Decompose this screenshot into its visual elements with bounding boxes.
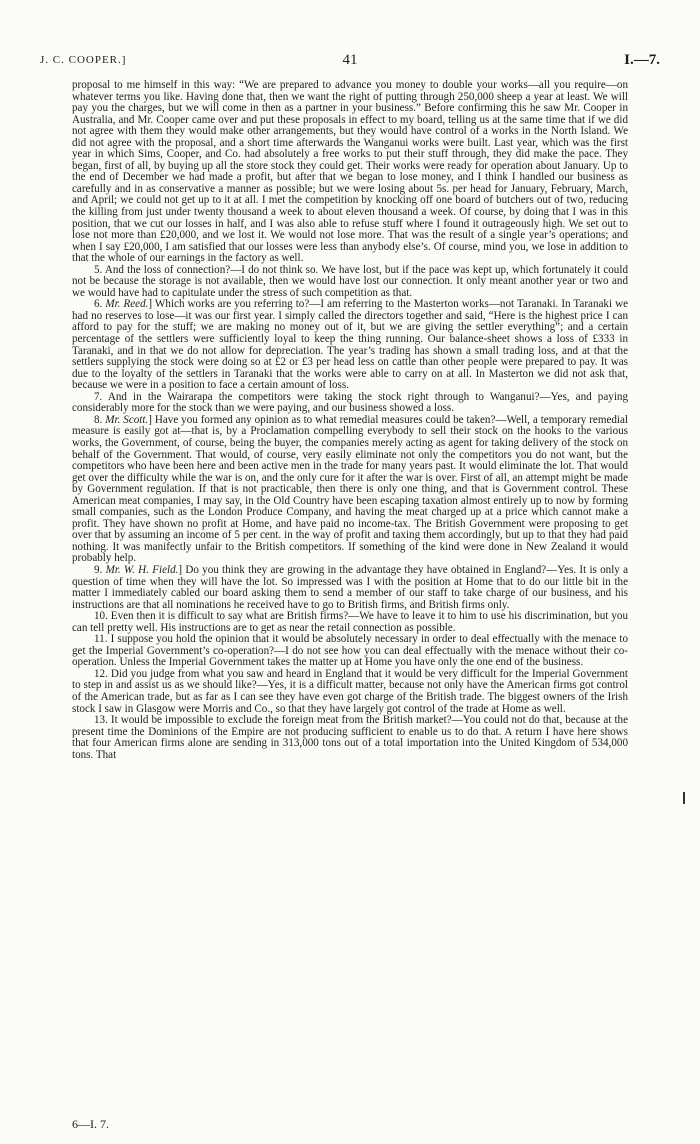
- paragraph-text: ] Which works are you referring to?—I am referring to the Masterton works—not Taranaki. In Taranaki we had no reserves to lose—it was our first year. I simply called the directors together and said, “Here is the highest price I can afford to pay for the stuff; we are making no money out of it, but we are giving the settler everything”; and a certain percentage of the settlers were sufficiently loyal to keep the thing running. Our balance-sheet shows a loss of £333 in Taranaki, and in that we do not allow for depreciation. The year’s trading has shown a small trading loss, and at that the settlers supplying the stock were doing so at £2 or £3 per head less on cattle than other people were prepared to pay. It was due to the loyalty of the settlers in Taranaki that the works were able to carry on at all. In Masterton we did not ask that, because we were in a position to face a certain amount of loss.: [72, 298, 629, 392]
- document-body: [72, 80, 628, 761]
- page-number: 41: [342, 52, 358, 68]
- paragraph: 13. It would be impossible to exclude the foreign meat from the British market?—You could not do that, because at the present time the Dominions of the Empire are not producing sufficient to enable us to do that. A return I have here shows that four American firms alone are sending in 313,000 tons out of a total importation into the United Kingdom of 534,000 tons. That: [72, 714, 628, 761]
- page-footer-signature: 6—I. 7.: [72, 1117, 109, 1131]
- question-number: 6.: [94, 298, 106, 311]
- paragraph: 10. Even then it is difficult to say what are British firms?—We have to leave it to him to use his discrimination, but you can tell pretty well. His instructions are to get as near the retail connection as possible.: [72, 610, 628, 634]
- paragraph: [72, 565, 628, 611]
- page-header: [40, 52, 660, 72]
- paragraph: 7. And in the Wairarapa the competitors were taking the stock right through to Wanganui?—Yes, and paying considerably more for the stock than we were paying, and our business showed a loss.: [72, 390, 628, 415]
- question-number: 9.: [94, 563, 106, 576]
- margin-mark: [683, 792, 685, 804]
- paragraph: proposal to me himself in this way: “We are prepared to advance you money to double your works—all you require—on whatever terms you like. Having done that, then we want the right of putting through 250,000 sheep a year at least. We will pay you the charges, but we will come in then as a partner in your business.” Before confirming this he saw Mr. Cooper in Australia, and Mr. Cooper came over and put these proposals in effect to my board, telling us at the same time that if we did not agree with them they would make other arrangements, but they would have control of a works in the North Island. We did not agree with the proposal, and a short time afterwards the Wanganui works were built. Last year, which was the first year in which Sims, Cooper, and Co. had absolutely a free works to put their stuff through, they did make the pace. They began, first of all, by buying up all the store stock they could get. Their works were ready for operation about January. Up to the end of December we had made a profit, but after that we began to lose money, and I think I handled our business as carefully and in as conservative a manner as possible; but we were losing about 5s. per head for January, February, March, and April; we could not get up to it at all. I met the competition by knocking off one board of butchers out of two, reducing the killing from just under twenty thousand a week to about eleven thousand a week. Of course, by doing that I was in this position, that we cut our losses in half, and I was also able to refuse stuff where I found it outrageously high. We set out to lose not more than £20,000, and we lost it. We would not lose more. That was the result of a single year’s operations; and when I say £20,000, I am satisfied that our losses were less than anybody else’s. Of course, mind you, we lose in addition to that the whole of our earnings in the factory as well.: [72, 79, 628, 265]
- paragraph: 5. And the loss of connection?—I do not think so. We have lost, but if the pace was kept up, which fortunately it could not be because the storage is not available, then we would have lost our connection. It only meant another year or two and we would have had to capitulate under the stress of such competition as that.: [72, 263, 628, 299]
- question-number: 8.: [94, 413, 106, 426]
- header-witness-name: J. C. COOPER.]: [40, 54, 127, 66]
- paragraph: [72, 415, 628, 565]
- paragraph: 12. Did you judge from what you saw and heard in England that it would be very difficult for the Imperial Government to step in and assist us as we should like?—Yes, it is a difficult matter, because not only have the American firms got control of the American trade, but as far as I can see they have even got charge of the British trade. The biggest owners of the Irish stock I saw in Glasgow were Morris and Co., so that they have largely got control of the trade at Home as well.: [72, 667, 628, 715]
- paragraph: [72, 299, 628, 391]
- speaker-name: Mr. Scott.: [105, 413, 149, 426]
- paragraph: 11. I suppose you hold the opinion that it would be absolutely necessary in order to deal effectually with the menace to get the Imperial Government’s co-operation?—I do not see how you can deal effectually with the menace without their co-operation. Unless the Imperial Government takes the matter up at Home you have only the one end of the business.: [72, 633, 628, 669]
- paragraph-text: ] Have you formed any opinion as to what remedial measures could be taken?—Well, a temporary remedial measure is easily got at—that is, by a Proclamation compelling everybody to sell their stock on the hooks to the various works, the Government, of course, being the buyer, the companies merely acting as agent for taking delivery of the stock on behalf of the Government. That would, of course, very easily eliminate not only the competitors you do not want, but the competitors who have been here and been active men in the trade for many years past. It would eliminate the lot. That would get over the difficulty while the war is on, and the only cure for it after the war is over. First of all, an attempt might be made by Government regulation. If that is not practicable, then there is only one thing, and that is Government control. These American meat companies, I may say, in the Old Country have been escaping taxation almost entirely up to now by forming small companies, such as the London Produce Company, and having the meat charged up at a price which cannot make a profit. They have shown no profit at Home, and have paid no income-tax. The British Government were proposing to get over that by assuming an income of 5 per cent. in the way of profit and taxing them accordingly, but up to that they had paid nothing. It was manifectly unfair to the British competitors. If something of the kind were done in New Zealand it would probably help.: [72, 413, 629, 565]
- speaker-name: Mr. Reed.: [105, 298, 149, 311]
- paragraph-text: ] Do you think they are growing in the advantage they have obtained in England?—Yes. It is only a question of time when they will have the lot. So impressed was I with the position at Home that to do our little bit in the matter I immediately cabled our board asking them to send a member of our staff to take charge of our business, and his instructions are that all nominations he received have to go to British firms, and British firms only.: [72, 563, 629, 611]
- speaker-name: Mr. W. H. Field.: [105, 563, 179, 576]
- paper-reference: I.—7.: [624, 52, 660, 68]
